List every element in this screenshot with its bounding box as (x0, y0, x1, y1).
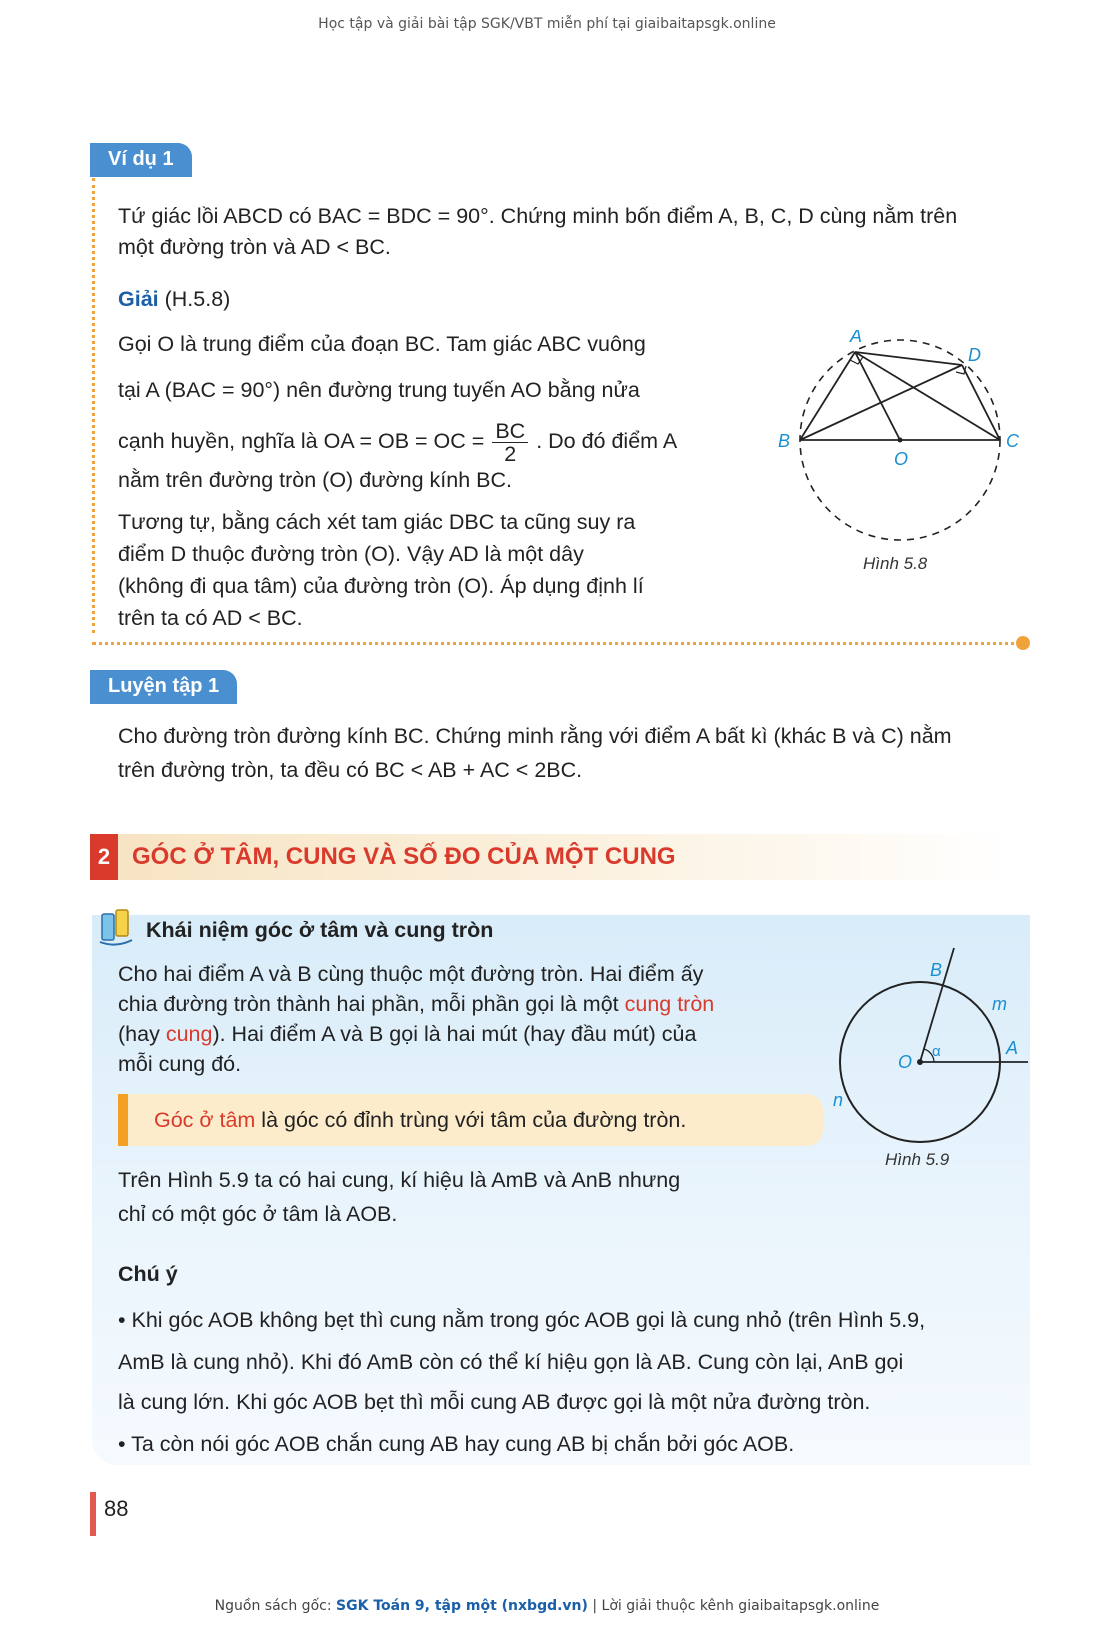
note-2: • Ta còn nói góc AOB chắn cung AB hay cung AB bị chắn bởi góc AOB. (118, 1432, 795, 1456)
fig59-label-o: O (898, 1052, 913, 1072)
fig59-center-dot (917, 1059, 923, 1065)
example-problem-line-2: một đường tròn và AD < BC. (118, 235, 391, 259)
note-title: Chú ý (118, 1262, 178, 1286)
fig58-label-b: B (778, 431, 791, 451)
solution-line-4: nằm trên đường tròn (O) đường kính BC. (118, 468, 512, 492)
concept-title: Khái niệm góc ở tâm và cung tròn (146, 918, 494, 942)
section-number: 2 (90, 834, 118, 880)
concept-p2-line-2: chỉ có một góc ở tâm là AOB. (118, 1202, 398, 1226)
page-number-bar (90, 1492, 96, 1536)
practice-tag: Luyện tập 1 (90, 670, 237, 704)
concept-p1-line-1: Cho hai điểm A và B cùng thuộc một đường tròn. Hai điểm ấy (118, 962, 704, 986)
solution-line-8: trên ta có AD < BC. (118, 606, 303, 630)
section-title: GÓC Ở TÂM, CUNG VÀ SỐ ĐO CỦA MỘT CUNG (132, 843, 676, 870)
page-footer (0, 1598, 1094, 1614)
solution-line-3 (118, 420, 738, 465)
fig59-label-a: A (1006, 1038, 1019, 1058)
concept-p1-line-3a: (hay (118, 1022, 160, 1046)
example-border-bottom (92, 642, 1022, 645)
fraction-denominator: 2 (504, 442, 517, 466)
fig58-label-d: D (968, 345, 981, 365)
fig58-label-a: A (850, 330, 863, 346)
concept-p1-line-2 (118, 988, 714, 1020)
page-header: Học tập và giải bài tập SGK/VBT miễn phí tại giaibaitapsgk.online (318, 16, 776, 32)
solution-line-1: Gọi O là trung điểm của đoạn BC. Tam giác ABC vuông (118, 332, 646, 356)
concept-p2-line-1: Trên Hình 5.9 ta có hai cung, kí hiệu là AmB và AnB nhưng (118, 1168, 681, 1192)
concept-p1-line-4: mỗi cung đó. (118, 1052, 242, 1076)
solution-line-2: tại A (BAC = 90°) nên đường trung tuyến AO bằng nửa (118, 378, 640, 402)
solution-line-6: điểm D thuộc đường tròn (O). Vậy AD là một dây (118, 542, 584, 566)
example-problem-line-1: Tứ giác lồi ABCD có BAC = BDC = 90°. Chứng minh bốn điểm A, B, C, D cùng nằm trên (118, 204, 958, 228)
section-heading (90, 834, 1010, 880)
solution-line-3a: cạnh huyền, nghĩa là OA = OB = OC = (118, 429, 485, 454)
term-cung: cung (165, 1022, 213, 1046)
example-tag: Ví dụ 1 (90, 143, 192, 177)
fig58-segment-ad (855, 352, 962, 365)
solution-label: Giải (118, 287, 159, 311)
term-goc-o-tam: Góc ở tâm (154, 1108, 256, 1132)
solution-line-5: Tương tự, bằng cách xét tam giác DBC ta cũng suy ra (118, 510, 636, 534)
figure-5-9-caption: Hình 5.9 (885, 1150, 950, 1169)
fig58-label-o: O (894, 449, 909, 469)
footer-prefix: Nguồn sách gốc: (214, 1598, 337, 1614)
practice-line-2: trên đường tròn, ta đều có BC < AB + AC < 2BC. (118, 758, 583, 782)
figure-5-8-caption: Hình 5.8 (863, 554, 928, 573)
practice-line-1: Cho đường tròn đường kính BC. Chứng minh rằng với điểm A bất kì (khác B và C) nằm (118, 724, 952, 748)
definition-highlight (118, 1094, 823, 1146)
example-border-left (92, 178, 95, 633)
fraction (492, 420, 528, 465)
fig59-label-m: m (992, 994, 1007, 1014)
concept-p1-line-2a: chia đường tròn thành hai phần, mỗi phần gọi là một (118, 992, 619, 1016)
fig58-center-dot (898, 438, 903, 443)
definition-rest: là góc có đỉnh trùng với tâm của đường tròn. (255, 1108, 687, 1132)
concept-p1-line-3c: ). Hai điểm A và B gọi là hai mút (hay đầu mút) của (212, 1022, 697, 1046)
solution-line-7: (không đi qua tâm) của đường tròn (O). Áp dụng định lí (118, 574, 644, 598)
concept-book-icon (96, 906, 136, 948)
note-1-line-3: là cung lớn. Khi góc AOB bẹt thì mỗi cung AB được gọi là một nửa đường tròn. (118, 1390, 871, 1414)
figure-5-9 (830, 940, 1030, 1150)
term-cung-tron: cung tròn (624, 992, 715, 1016)
fraction-numerator: BC (492, 420, 528, 443)
fig59-label-n: n (833, 1090, 844, 1110)
definition-text (154, 1104, 686, 1136)
solution-heading (118, 283, 230, 315)
fig58-label-c: C (1006, 431, 1019, 451)
concept-p1-line-3 (118, 1018, 696, 1050)
note-1-line-1: • Khi góc AOB không bẹt thì cung nằm trong góc AOB gọi là cung nhỏ (trên Hình 5.9, (118, 1308, 926, 1332)
figure-5-8 (770, 330, 1030, 550)
solution-ref: (H.5.8) (164, 287, 231, 311)
fig59-label-alpha: α (932, 1043, 941, 1060)
footer-suffix: | Lời giải thuộc kênh giaibaitapsgk.online (587, 1598, 880, 1614)
fig59-label-b: B (930, 960, 943, 980)
note-1-line-2: AmB là cung nhỏ). Khi đó AmB còn có thể kí hiệu gọn là AB. Cung còn lại, AnB gọi (118, 1350, 904, 1374)
page-number: 88 (104, 1496, 129, 1521)
solution-line-3b: . Do đó điểm A (536, 429, 678, 454)
example-border-end-dot (1016, 636, 1030, 650)
footer-source-link[interactable]: SGK Toán 9, tập một (nxbgd.vn) (336, 1598, 588, 1614)
